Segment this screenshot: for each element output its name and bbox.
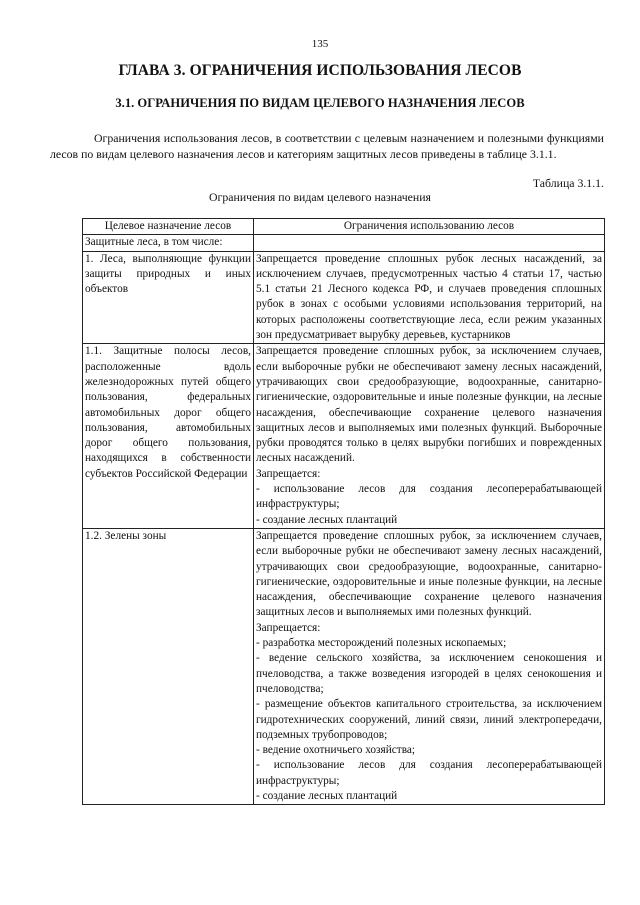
group-empty-cell xyxy=(254,235,605,251)
row-restrictions xyxy=(254,251,605,344)
intro-text: Ограничения использования лесов, в соответствии с целевым назначением и полезными функциями лесов по видам целевого назначения лесов и категориям защитных лесов приведены в таблице 3.1.1. xyxy=(50,131,604,161)
table-row xyxy=(83,528,605,804)
row-purpose: 1.1. Защитные полосы лесов, расположенные вдоль железнодорожных путей общего пользования, федеральных автомобильных дорог общего пользования, автомобильных дорог общего пользования, находящихся в собственности субъектов Российской Федерации xyxy=(83,344,254,529)
chapter-title: ГЛАВА 3. ОГРАНИЧЕНИЯ ИСПОЛЬЗОВАНИЯ ЛЕСОВ xyxy=(118,62,522,79)
restriction-text: - создание лесных плантаций xyxy=(256,513,398,526)
restriction-text: Запрещается: xyxy=(256,467,321,480)
group-label: Защитные леса, в том числе: xyxy=(83,235,254,251)
restriction-text: Запрещается: xyxy=(256,621,321,634)
table-row xyxy=(83,344,605,529)
restriction-text: - ведение сельского хозяйства, за исключением сенокошения и пчеловодства, а также возведения изгородей в целях сенокошения и пчеловодства; xyxy=(256,652,602,695)
restriction-text: - создание лесных плантаций xyxy=(256,789,398,802)
restriction-text: - использование лесов для создания лесоперерабатывающей инфраструктуры; xyxy=(256,759,602,787)
row-purpose: 1.2. Зелены зоны xyxy=(83,528,254,804)
header-purpose: Целевое назначение лесов xyxy=(83,219,254,235)
table-caption: Ограничения по видам целевого назначения xyxy=(209,190,431,204)
restriction-text: Запрещается проведение сплошных рубок лесных насаждений, за исключением случаев, предусмотренных частью 4 статьи 17, частью 5.1 статьи 21 Лесного кодекса РФ, и случаев проведения сплошных рубок в зонах с особыми условиями использования территорий, на которых расположены соответствующие леса, если режим указанных зон предусматривает вырубку деревьев, кустарников xyxy=(256,252,602,342)
restriction-text: - ведение охотничьего хозяйства; xyxy=(256,744,416,757)
section-title: 3.1. ОГРАНИЧЕНИЯ ПО ВИДАМ ЦЕЛЕВОГО НАЗНАЧЕНИЯ ЛЕСОВ xyxy=(115,96,525,110)
intro-paragraph xyxy=(50,130,604,162)
header-restrictions: Ограничения использованию лесов xyxy=(254,219,605,235)
table-header-row xyxy=(83,219,605,235)
page-number: 135 xyxy=(311,38,329,50)
row-purpose: 1. Леса, выполняющие функции защиты природных и иных объектов xyxy=(83,251,254,344)
table-row xyxy=(83,251,605,344)
row-restrictions xyxy=(254,528,605,804)
row-restrictions xyxy=(254,344,605,529)
restriction-text: - размещение объектов капитального строительства, за исключением гидротехнических сооружений, линий связи, линий электропередачи, подземных трубопроводов; xyxy=(256,698,602,741)
restriction-text: - использование лесов для создания лесоперерабатывающей инфраструктуры; xyxy=(256,483,602,511)
restriction-text: Запрещается проведение сплошных рубок, за исключением случаев, если выборочные рубки не обеспечивают замену лесных насаждений, утрачивающих свои средообразующие, водоохранные, санитарно-гигиенические, оздоровительные и иные полезные функции, на лесные насаждения, обеспечивающие сохранение целевого назначения защитных лесов и выполняемых ими полезных функций. xyxy=(256,529,602,619)
restriction-text: - разработка месторождений полезных ископаемых; xyxy=(256,637,507,650)
restrictions-table xyxy=(82,218,605,805)
table-group-row xyxy=(83,235,605,251)
table-number: Таблица 3.1.1. xyxy=(532,176,604,190)
restriction-text: Запрещается проведение сплошных рубок, за исключением случаев, если выборочные рубки не обеспечивают замену лесных насаждений, утрачивающих свои средообразующие, водоохранные, санитарно-гигиенические, оздоровительные и иные полезные функции, на лесные насаждения, обеспечивающие сохранение целевого назначения защитных лесов и выполняемых ими полезных функций. Выборочные рубки проводятся только в целях вырубки погибших и поврежденных лесных насаждений. xyxy=(256,345,602,465)
